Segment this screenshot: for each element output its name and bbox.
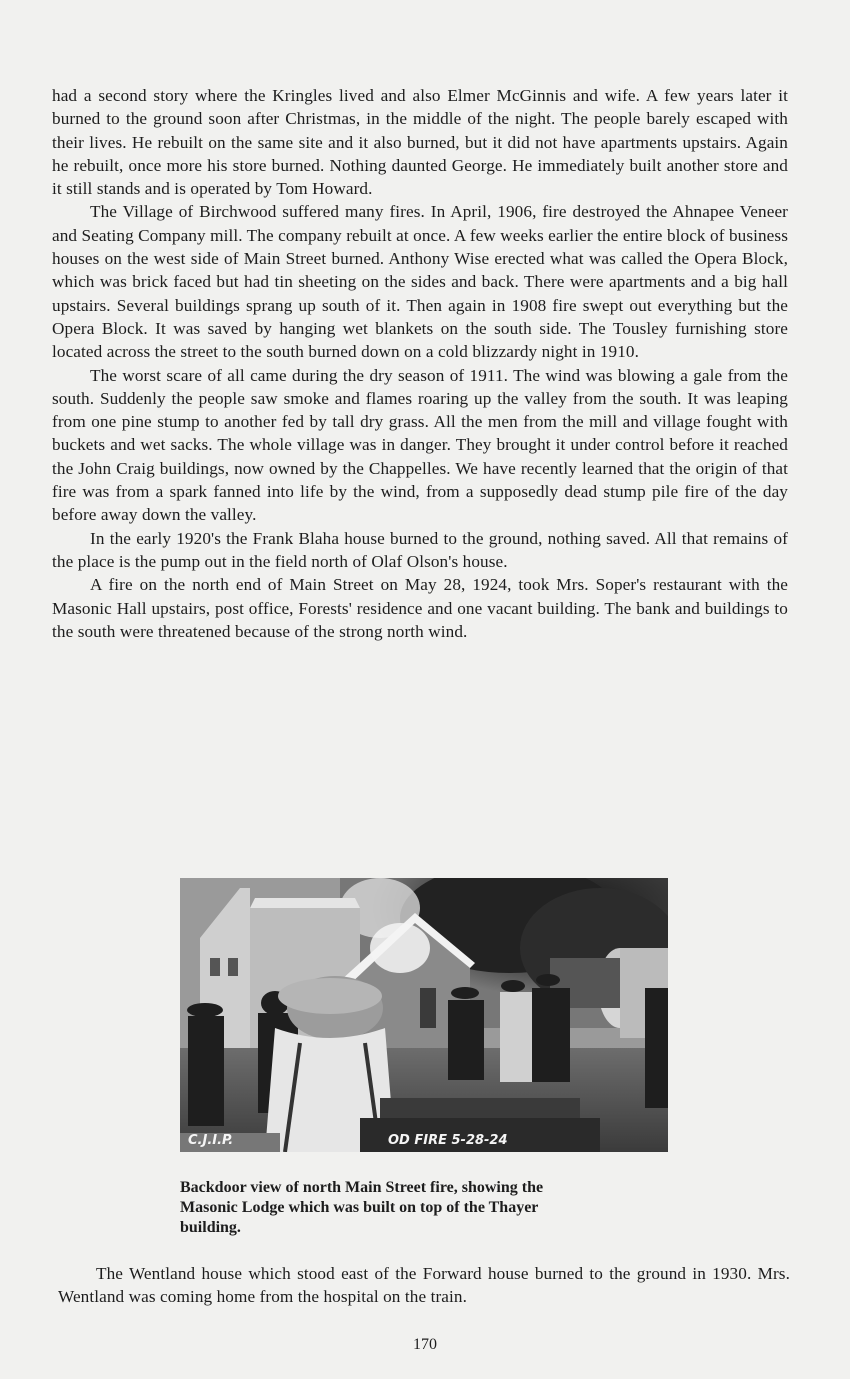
fire-photo [180, 878, 668, 1152]
paragraph-1: had a second story where the Kringles lived and also Elmer McGinnis and wife. A few years later it burned to the ground soon after Christmas, in the middle of the night. The people barely escaped with their lives. He rebuilt on the same site and it also burned, but it did not have apartments upstairs. Again he rebuilt, once more his store burned. Nothing daunted George. He immediately built another store and it still stands and is operated by Tom Howard. [52, 86, 788, 199]
photo-caption [180, 1178, 680, 1238]
page-number: 170 [413, 1336, 437, 1353]
paragraph-2: The Village of Birchwood suffered many fires. In April, 1906, fire destroyed the Ahnapee Veneer and Seating Company mill. The company rebuilt at once. A few weeks earlier the entire block of business houses on the west side of Main Street burned. Anthony Wise erected what was called the Opera Block, which was brick faced but had tin sheeting on the sides and back. There were apartments and a big hall upstairs. Several buildings sprang up south of it. Then again in 1908 fire swept out everything but the Opera Block. It was saved by hanging wet blankets on the south side. The Tousley furnishing store located across the street to the south burned down on a cold blizzardy night in 1910. [52, 202, 788, 362]
caption-line: building. [180, 1219, 241, 1236]
photo-inscription-right: OD FIRE 5-28-24 [388, 1133, 508, 1148]
paragraph-5: A fire on the north end of Main Street on May 28, 1924, took Mrs. Soper's restaurant with the Masonic Hall upstairs, post office, Forests' residence and one vacant building. The bank and buildings to the south were threatened because of the strong north wind. [52, 575, 788, 641]
photo-inscription-left: C.J.I.P. [188, 1133, 234, 1148]
body-text [52, 84, 788, 643]
caption-line: Masonic Lodge which was built on top of the Thayer [180, 1199, 539, 1216]
caption-line: Backdoor view of north Main Street fire, showing the [180, 1179, 544, 1196]
paragraph-4: In the early 1920's the Frank Blaha house burned to the ground, nothing saved. All that remains of the place is the pump out in the field north of Olaf Olson's house. [52, 528, 788, 571]
closing-paragraph: The Wentland house which stood east of the Forward house burned to the ground in 1930. Mrs. Wentland was coming home from the hospital on the train. [58, 1264, 790, 1307]
paragraph-3: The worst scare of all came during the dry season of 1911. The wind was blowing a gale from the south. Suddenly the people saw smoke and flames roaring up the valley from the south. It was leaping from one pine stump to another fed by tall dry grass. All the men from the mill and village fought with buckets and wet sacks. The whole village was in danger. They brought it under control before it reached the John Craig buildings, now owned by the Chappelles. We have recently learned that the origin of that fire was from a spark fanned into life by the wind, from a supposedly dead stump pile fire of the day before away down the valley. [52, 365, 788, 525]
